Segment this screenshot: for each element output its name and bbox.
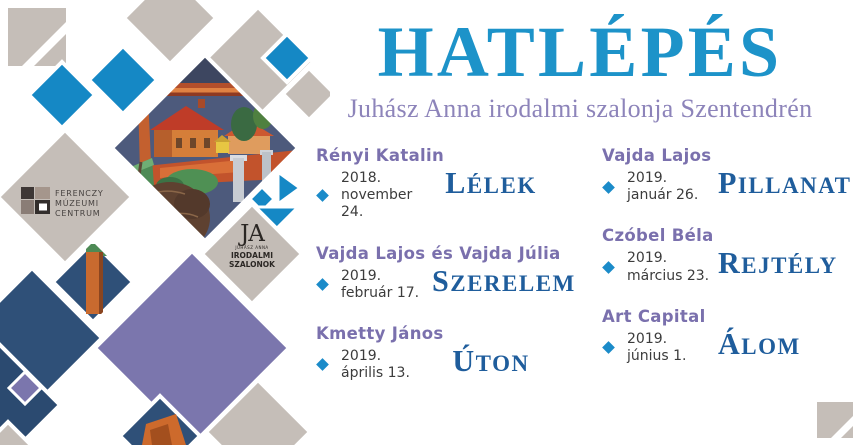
event-title: ÁLOM: [718, 326, 801, 361]
corner-motif-top-left: [8, 8, 66, 66]
mosaic-diamond-blue: [89, 46, 157, 114]
event-author: Vajda Lajos: [602, 146, 712, 166]
event-columns: [300, 146, 860, 404]
page-subtitle: Juhász Anna irodalmi szalonja Szentendrén: [347, 94, 813, 124]
ja-logo-line1: JUHÁSZ ANNA: [235, 245, 269, 250]
event-date: február 17.: [341, 284, 420, 301]
content-area: [300, 14, 860, 404]
ja-logo-line3: SZALONOK: [229, 260, 275, 269]
event-date: június 1.: [627, 347, 687, 364]
corner-motif-bottom-right: [817, 402, 853, 438]
diamond-bullet-icon: [316, 190, 329, 203]
event-item: [602, 226, 846, 284]
event-author: Vajda Lajos és Vajda Júlia: [316, 243, 561, 263]
diamond-bullet-icon: [602, 261, 615, 274]
ferenczy-logo-line3: CENTRUM: [55, 209, 101, 218]
event-date: november 24.: [341, 187, 413, 221]
diamond-bullet-icon: [602, 341, 615, 354]
mosaic-graphic: [0, 0, 330, 445]
ja-logo-monogram: JA: [240, 221, 264, 247]
ferenczy-logo-line1: FERENCZY: [55, 189, 104, 198]
event-author: Kmetty János: [316, 323, 444, 343]
event-title: SZERELEM: [432, 263, 576, 298]
event-item: [316, 146, 570, 221]
event-author: Art Capital: [602, 306, 706, 326]
event-item: [602, 146, 852, 204]
event-item: [316, 324, 570, 382]
ja-logo-line2: IRODALMI: [230, 251, 274, 260]
event-year: 2019.: [341, 267, 382, 284]
event-date: január 26.: [627, 187, 699, 204]
event-date: április 13.: [341, 364, 410, 381]
diamond-bullet-icon: [316, 278, 329, 291]
diamond-bullet-icon: [602, 181, 615, 194]
event-author: Rényi Katalin: [316, 146, 445, 166]
event-title: REJTÉLY: [718, 246, 838, 281]
event-column-left: [300, 146, 580, 404]
mosaic-diamond-blue: [29, 62, 95, 128]
event-title: ÚTON: [452, 343, 530, 378]
mosaic-triangle-blue: [278, 172, 300, 204]
event-author: Czóbel Béla: [602, 226, 714, 246]
ferenczy-logo-line2: MÚZEUMI: [55, 199, 99, 208]
event-year: 2019.: [627, 250, 668, 267]
event-item: [316, 243, 576, 302]
event-date: március 23.: [627, 267, 710, 284]
event-title: PILLANAT: [718, 166, 852, 201]
event-item: [602, 307, 846, 365]
event-year: 2019.: [341, 347, 382, 364]
event-column-right: [580, 146, 860, 404]
diamond-bullet-icon: [316, 358, 329, 371]
event-year: 2018.: [341, 170, 382, 187]
event-year: 2019.: [627, 330, 668, 347]
event-title: LÉLEK: [445, 166, 537, 201]
mosaic-diamond-gray: [124, 0, 216, 64]
page-title: HATLÉPÉS: [377, 12, 783, 92]
event-year: 2019.: [627, 170, 668, 187]
